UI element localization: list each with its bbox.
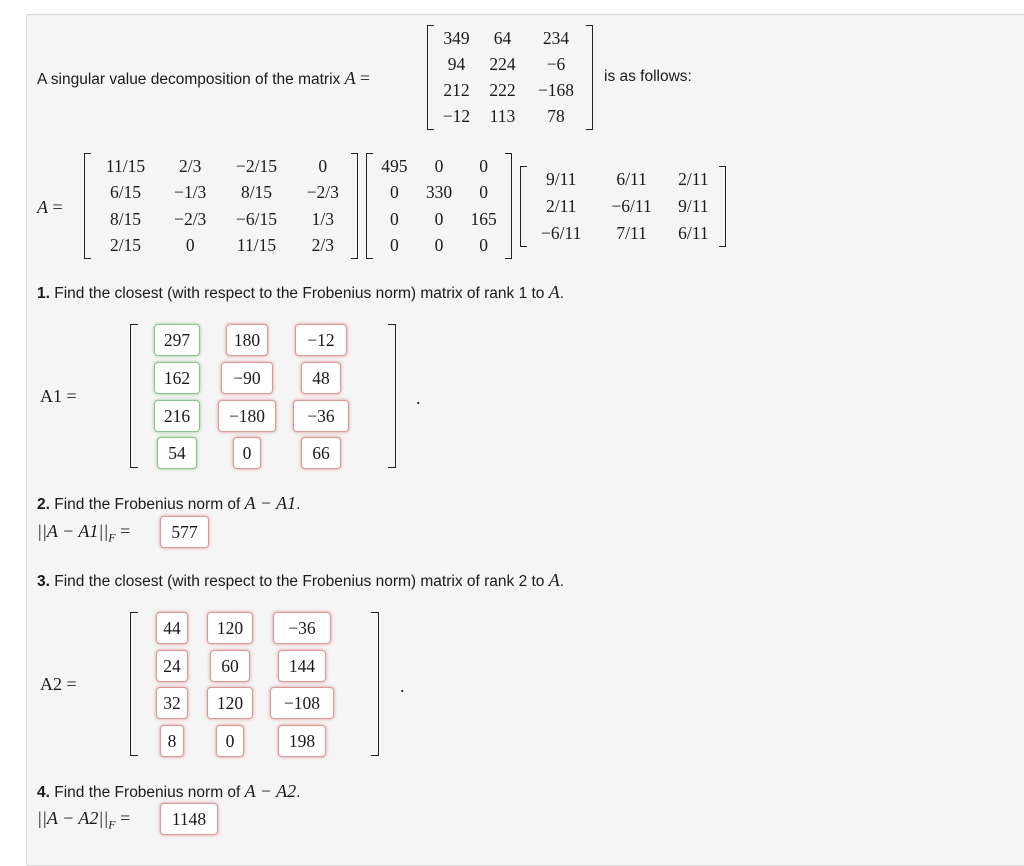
q1-text: Find the closest (with respect to the Frobenius norm) matrix of rank 1 to — [54, 285, 545, 302]
matrix-a-cell: −168 — [537, 80, 575, 101]
matrix-u-cell: −2/3 — [174, 208, 207, 229]
q4-expr: A − A2 — [244, 781, 297, 801]
matrix-u-cell: 2/3 — [311, 235, 334, 256]
a1-left-bracket — [130, 324, 138, 468]
q4-eq: = — [120, 808, 131, 828]
a1-cell-input[interactable]: 0 — [233, 437, 261, 469]
q1-number: 1. — [37, 285, 50, 302]
matrix-sigma-cell: 0 — [479, 182, 489, 203]
matrix-u-cell: 1/3 — [311, 208, 334, 229]
matrix-u-cell: 11/15 — [236, 235, 277, 256]
matrix-vt-cell: 7/11 — [616, 223, 647, 243]
svd-lhs-var: A — [37, 197, 48, 217]
matrix-u-cell: 11/15 — [105, 155, 146, 176]
a1-right-bracket — [388, 324, 396, 468]
a2-period: . — [400, 676, 405, 696]
q3-var: A — [548, 570, 560, 590]
q1-prompt — [37, 282, 564, 303]
intro-text — [37, 68, 370, 89]
q3-number: 3. — [37, 573, 50, 590]
a2-cell-input[interactable]: 198 — [278, 725, 326, 757]
matrix-a-cell: 224 — [489, 53, 516, 74]
q2-prompt — [37, 493, 300, 514]
q2-norm — [37, 521, 130, 546]
matrix-a-cell: 94 — [447, 53, 466, 74]
matrix-a-cell: 78 — [547, 106, 565, 127]
a2-cell-input[interactable]: 0 — [216, 725, 244, 757]
matrix-vt-cell: −6/11 — [611, 196, 652, 216]
matrix-sigma-cell: 0 — [434, 235, 444, 256]
a1-cell-input[interactable]: 54 — [157, 437, 197, 469]
q4-norm-label: ||A − A2|| — [37, 808, 109, 828]
a2-left-bracket — [130, 612, 138, 756]
q4-prompt — [37, 781, 300, 802]
q2-norm-sub: F — [108, 530, 116, 545]
matrix-sigma-cell: 0 — [434, 208, 444, 229]
matrix-a-cell: −6 — [546, 53, 566, 74]
matrix-sigma-cell: 0 — [389, 182, 399, 203]
q2-expr: A − A1 — [244, 493, 297, 513]
intro-text-after: is as follows: — [604, 68, 692, 85]
matrix-sigma-cell: 330 — [425, 182, 453, 203]
a2-cell-input[interactable]: 32 — [156, 687, 188, 719]
matrix-sigma-cell: 0 — [389, 208, 399, 229]
q2-answer-input[interactable]: 577 — [160, 516, 209, 548]
q1-var: A — [548, 282, 560, 302]
matrix-vt-cell: 2/11 — [545, 196, 577, 216]
matrix-sigma — [366, 153, 512, 259]
a2-cell-input[interactable]: 144 — [278, 650, 326, 682]
matrix-u-cell: 0 — [185, 235, 195, 256]
matrix-u-cell: 0 — [318, 155, 328, 176]
a2-right-bracket — [371, 612, 379, 756]
matrix-u-cell: 6/15 — [109, 182, 142, 203]
q4-text: Find the Frobenius norm of — [54, 784, 241, 801]
intro-var: A — [344, 68, 356, 88]
matrix-a-cell: 64 — [493, 27, 512, 48]
a1-period: . — [416, 388, 421, 408]
matrix-u — [84, 153, 358, 259]
svd-lhs — [37, 197, 63, 218]
a1-cell-input[interactable]: 162 — [154, 362, 200, 394]
a1-cell-input[interactable]: −180 — [218, 400, 276, 432]
matrix-a-cell: 212 — [443, 80, 470, 101]
matrix-vt-cell: 9/11 — [678, 196, 709, 216]
q2-end: . — [296, 496, 301, 513]
matrix-u-right-bracket — [351, 153, 358, 259]
matrix-vt-cell: 6/11 — [616, 169, 647, 189]
matrix-vt-cell: 6/11 — [678, 223, 709, 243]
q4-answer-input[interactable]: 1148 — [160, 803, 218, 835]
a2-cell-input[interactable]: 120 — [207, 612, 253, 644]
matrix-u-cell: −2/3 — [306, 182, 339, 203]
a2-cell-input[interactable]: 8 — [160, 725, 184, 757]
a1-cell-input[interactable]: −12 — [295, 324, 347, 356]
matrix-vt-cell: 2/11 — [678, 169, 709, 189]
matrix-sigma-right-bracket — [505, 153, 512, 259]
matrix-sigma-cell: 495 — [381, 155, 408, 176]
matrix-sigma-cell: 0 — [434, 155, 444, 176]
matrix-u-cell: −2/15 — [236, 155, 277, 176]
matrix-sigma-cell: 0 — [479, 235, 489, 256]
matrix-vt-cell: 9/11 — [545, 169, 577, 189]
a1-cell-input[interactable]: 66 — [301, 437, 341, 469]
matrix-sigma-cell: 0 — [389, 235, 399, 256]
svd-eq: = — [52, 197, 63, 217]
q2-text: Find the Frobenius norm of — [54, 496, 241, 513]
matrix-vt-cell: −6/11 — [541, 223, 582, 243]
matrix-u-cell: 8/15 — [240, 182, 273, 203]
matrix-a-cell: 222 — [489, 80, 516, 101]
q2-norm-label: ||A − A1|| — [37, 521, 109, 541]
matrix-vt — [520, 166, 726, 247]
q1-end: . — [559, 285, 565, 302]
intro-eq: = — [359, 68, 371, 88]
matrix-u-cell: −6/15 — [236, 208, 277, 229]
matrix-u-cell: −1/3 — [174, 182, 207, 203]
matrix-a-cell: 234 — [542, 27, 570, 48]
a2-cell-input[interactable]: −36 — [273, 612, 331, 644]
a1-cell-input[interactable]: 216 — [154, 400, 200, 432]
matrix-vt-right-bracket — [719, 166, 726, 247]
a1-cell-input[interactable]: 48 — [301, 362, 341, 394]
matrix-u-cell: 2/15 — [109, 235, 142, 256]
matrix-u-cell: 8/15 — [109, 208, 142, 229]
matrix-a-cell: −12 — [442, 106, 471, 127]
a2-label: A2 = — [40, 674, 77, 694]
q2-eq: = — [120, 521, 131, 541]
a2-cell-input[interactable]: 24 — [156, 650, 188, 682]
a1-cell-input[interactable]: 180 — [226, 324, 268, 356]
a2-cell-input[interactable]: 60 — [210, 650, 250, 682]
q2-number: 2. — [37, 496, 50, 513]
matrix-a-right-bracket — [586, 25, 593, 130]
a2-cell-input[interactable]: 44 — [156, 612, 188, 644]
matrix-a — [427, 25, 593, 130]
matrix-sigma-cell: 165 — [470, 208, 497, 229]
a1-cell-input[interactable]: −90 — [221, 362, 273, 394]
matrix-a-cell: 349 — [443, 27, 470, 48]
q4-norm-sub: F — [108, 817, 116, 832]
a2-cell-input[interactable]: −108 — [270, 687, 334, 719]
q4-number: 4. — [37, 784, 50, 801]
matrix-sigma-cell: 0 — [479, 155, 489, 176]
a1-cell-input[interactable]: −36 — [293, 400, 349, 432]
a1-label: A1 = — [40, 386, 77, 406]
matrix-u-cell: 2/3 — [179, 155, 202, 176]
a2-cell-input[interactable]: 120 — [207, 687, 253, 719]
q3-text: Find the closest (with respect to the Frobenius norm) matrix of rank 2 to — [54, 573, 545, 590]
q3-end: . — [559, 573, 565, 590]
q3-prompt — [37, 570, 564, 591]
q4-end: . — [296, 784, 301, 801]
intro-text-before: A singular value decomposition of the matrix — [37, 71, 341, 88]
q4-norm — [37, 808, 130, 833]
a1-cell-input[interactable]: 297 — [154, 324, 200, 356]
matrix-a-cell: 113 — [489, 106, 516, 127]
